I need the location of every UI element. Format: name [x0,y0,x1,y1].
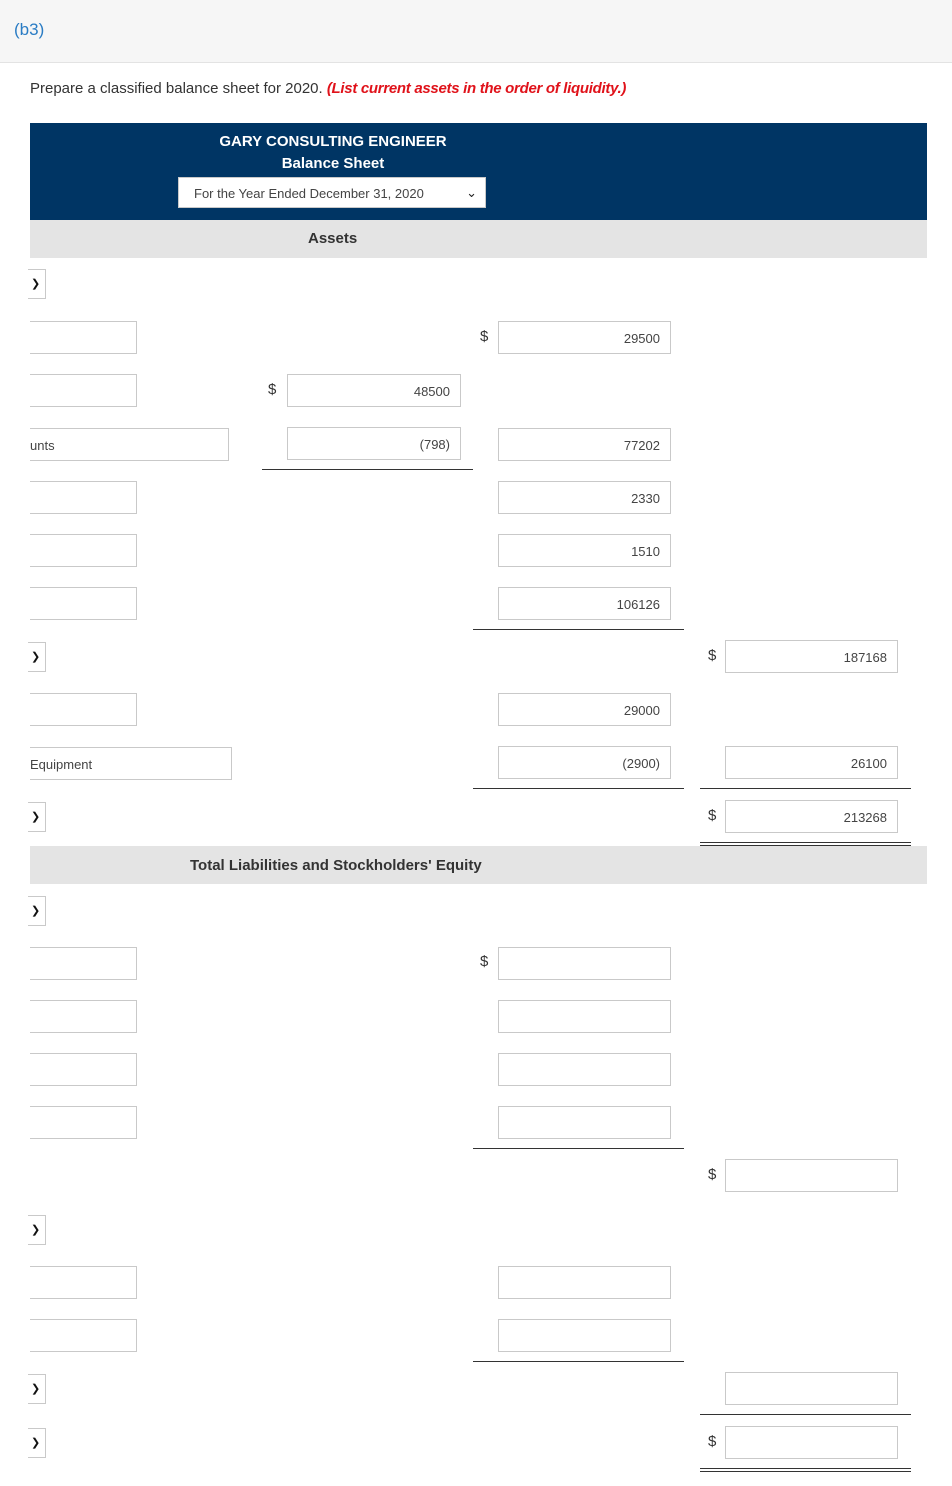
account-select[interactable] [30,481,137,514]
subtotal-rule [473,788,684,789]
dollar-sign: $ [708,1166,717,1183]
amount-input[interactable] [498,1106,671,1139]
amount-input[interactable] [725,1372,898,1405]
category-dropdown[interactable] [28,802,46,832]
amount-input[interactable] [498,481,671,514]
account-select[interactable] [30,587,137,620]
chevron-down-icon: ❯ [31,278,41,290]
subtotal-rule [262,469,473,470]
amount-input[interactable] [725,746,898,779]
subtotal-rule [700,1414,911,1415]
period-select[interactable] [178,177,486,208]
dollar-sign: $ [708,807,717,824]
part-label: (b3) [14,20,45,39]
chevron-down-icon: ❯ [31,811,41,823]
amount-value: 77202 [623,438,660,453]
chevron-down-icon: ❯ [31,1383,41,1395]
amount-input[interactable] [498,693,671,726]
amount-value: 29500 [623,331,660,346]
account-select[interactable] [30,321,137,354]
double-rule-top [700,1468,911,1469]
amount-input[interactable] [498,1053,671,1086]
double-rule-top [700,842,911,843]
subtotal-rule [473,629,684,630]
instruction-emphasis: (List current assets in the order of liquidity.) [326,80,627,97]
amount-input[interactable] [498,947,671,980]
amount-value: 29000 [623,703,660,718]
amount-input[interactable] [725,1159,898,1192]
chevron-down-icon: ❯ [31,651,41,663]
account-select[interactable] [30,428,229,461]
account-select[interactable] [30,693,137,726]
amount-value: 213268 [843,810,887,825]
dollar-sign: $ [480,953,489,970]
account-select[interactable] [30,1053,137,1086]
subtotal-rule [700,788,911,789]
amount-value: 48500 [413,384,450,399]
amount-value: 187168 [843,650,887,665]
company-name: GARY CONSULTING ENGINEER [219,133,447,150]
category-dropdown[interactable] [28,269,46,299]
statement-title: Balance Sheet [281,155,385,172]
account-select[interactable] [30,534,137,567]
category-dropdown[interactable] [28,896,46,926]
category-dropdown[interactable] [28,1374,46,1404]
dollar-sign: $ [268,381,277,398]
instruction-main: Prepare a classified balance sheet for 2020. [30,80,323,97]
amount-input[interactable] [498,428,671,461]
account-select[interactable] [30,947,137,980]
assets-heading: Assets [308,230,358,247]
account-select[interactable] [30,1000,137,1033]
amount-input[interactable] [498,1319,671,1352]
dollar-sign: $ [708,647,717,664]
account-label: unts [30,438,55,453]
amount-input[interactable] [498,746,671,779]
amount-input[interactable] [725,1426,898,1459]
assets-section-band [30,220,927,258]
amount-input[interactable] [287,374,461,407]
chevron-down-icon: ❯ [31,1224,41,1236]
amount-value: (798) [419,437,450,452]
category-dropdown[interactable] [28,1215,46,1245]
amount-input[interactable] [498,534,671,567]
account-select[interactable] [30,747,232,780]
amount-value: 106126 [616,597,660,612]
account-select[interactable] [30,374,137,407]
account-label: Equipment [30,757,93,772]
amount-input[interactable] [498,321,671,354]
amount-value: (2900) [622,756,660,771]
dollar-sign: $ [708,1433,717,1450]
instruction-text [30,80,626,97]
amount-input[interactable] [725,800,898,833]
category-dropdown[interactable] [28,1428,46,1458]
amount-input[interactable] [498,1266,671,1299]
chevron-down-icon: ❯ [31,1437,41,1449]
amount-input[interactable] [725,640,898,673]
dollar-sign: $ [480,328,489,345]
account-select[interactable] [30,1319,137,1352]
double-rule-bottom [700,1471,911,1472]
part-header-bar [0,0,952,63]
subtotal-rule [473,1148,684,1149]
account-select[interactable] [30,1266,137,1299]
amount-value: 26100 [850,756,887,771]
amount-input[interactable] [498,1000,671,1033]
amount-value: 2330 [631,491,660,506]
category-dropdown[interactable] [28,642,46,672]
chevron-down-icon: ⌄ [466,185,477,200]
period-select-value: For the Year Ended December 31, 2020 [194,186,424,201]
amount-input[interactable] [287,427,461,460]
liabilities-equity-heading: Total Liabilities and Stockholders' Equity [190,857,482,874]
chevron-down-icon: ❯ [31,905,41,917]
subtotal-rule [473,1361,684,1362]
amount-value: 1510 [631,544,660,559]
account-select[interactable] [30,1106,137,1139]
amount-input[interactable] [498,587,671,620]
